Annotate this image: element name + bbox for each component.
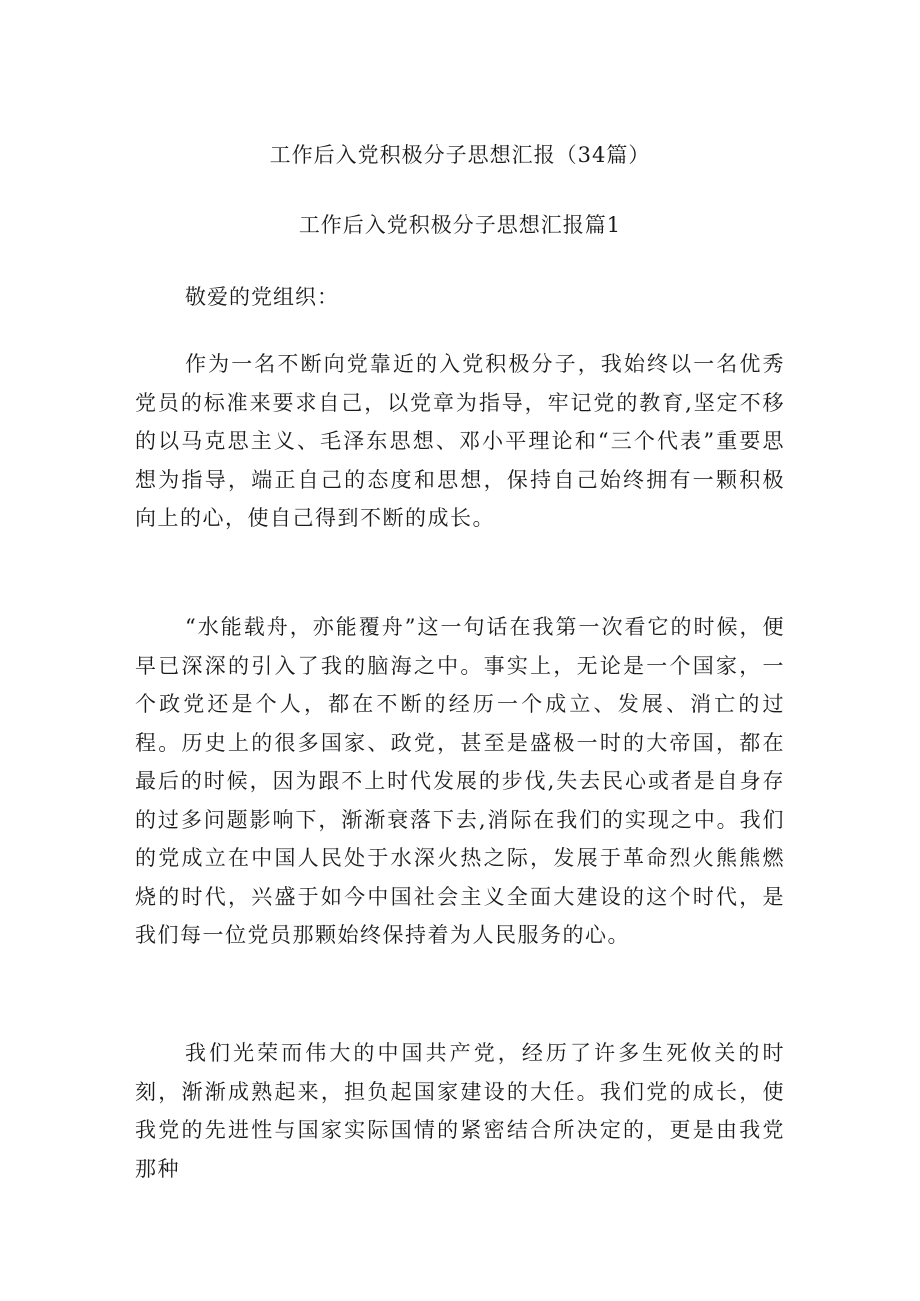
document-title: 工作后入党积极分子思想汇报（34篇） (269, 143, 651, 167)
paragraph-1: 作为一名不断向党靠近的入党积极分子，我始终以一名优秀党员的标准来要求自己，以党章为指导，牢记党的教育,坚定不移的以马克思主义、毛泽东思想、邓小平理论和“三个代表”重要思想为指导，端正自己的态度和思想，保持自己始终拥有一颗积极向上的心，使自己得到不断的成长。 (135, 352, 785, 530)
section-title: 工作后入党积极分子思想汇报篇1 (298, 213, 622, 237)
paragraph-3: 我们光荣而伟大的中国共产党，经历了许多生死攸关的时刻，渐渐成熟起来，担负起国家建设的大任。我们党的成长，使我党的先进性与国家实际国情的紧密结合所决定的，更是由我党那种 (135, 1041, 785, 1181)
paragraph-2: “水能载舟，亦能覆舟”这一句话在我第一次看它的时候，便早已深深的引入了我的脑海之中。事实上，无论是一个国家，一个政党还是个人，都在不断的经历一个成立、发展、消亡的过程。历史上的很多国家、政党，甚至是盛极一时的大帝国，都在最后的时候，因为跟不上时代发展的步伐,失去民心或者是自身存的过多问题影响下，渐渐衰落下去,消际在我们的实现之中。我们的党成立在中国人民处于水深火热之际，发展于革命烈火熊熊燃烧的时代，兴盛于如今中国社会主义全面大建设的这个时代，是我们每一位党员那颗始终保持着为人民服务的心。 (135, 615, 785, 947)
salutation: 敬爱的党组织： (185, 285, 339, 309)
